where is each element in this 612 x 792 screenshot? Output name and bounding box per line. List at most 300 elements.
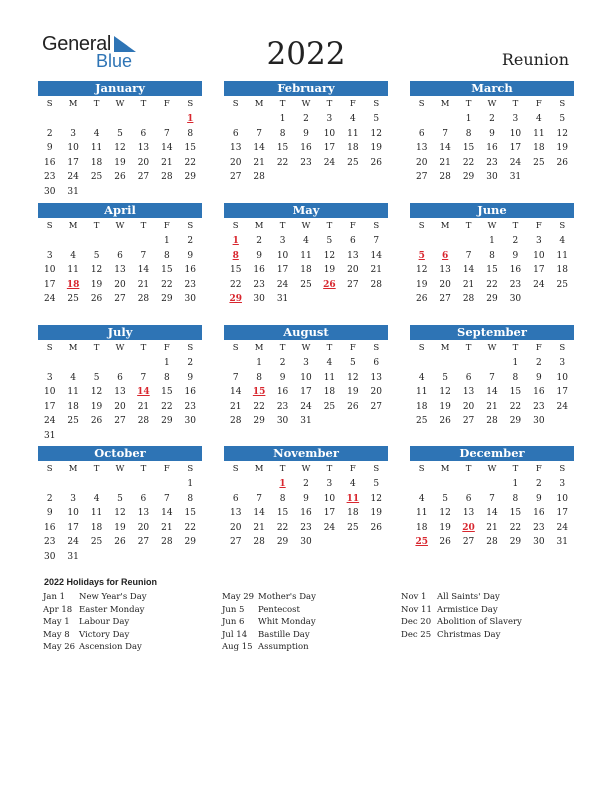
weekday-label: S bbox=[46, 464, 53, 474]
weekday-label: T bbox=[326, 99, 333, 109]
day-cell: 2 bbox=[303, 114, 309, 124]
week-row bbox=[224, 263, 388, 278]
day-cell: 28 bbox=[486, 416, 498, 427]
holidays-column bbox=[43, 591, 147, 654]
weekday-label: T bbox=[93, 221, 100, 231]
day-cell: 2 bbox=[187, 236, 194, 246]
day-cell: 16 bbox=[184, 387, 196, 398]
week-row bbox=[224, 170, 388, 185]
day-cell: 23 bbox=[533, 401, 545, 412]
holiday-name: Mother's Day bbox=[258, 592, 316, 602]
weekday-label: S bbox=[232, 99, 239, 109]
day-cell: 19 bbox=[439, 401, 451, 412]
week-row bbox=[224, 492, 388, 507]
week-row bbox=[38, 506, 202, 521]
weekday-label: M bbox=[254, 464, 264, 474]
week-row bbox=[224, 249, 388, 264]
day-cell: 4 bbox=[559, 236, 566, 246]
week-row bbox=[410, 477, 574, 492]
day-cell: 31 bbox=[67, 186, 79, 197]
day-cell: 5 bbox=[373, 114, 380, 124]
day-cell: 1 bbox=[163, 236, 170, 246]
day-cell: 21 bbox=[370, 265, 382, 276]
weekday-label: T bbox=[512, 221, 519, 231]
empty-cell bbox=[551, 170, 574, 185]
day-cell: 9 bbox=[303, 493, 309, 504]
day-cell: 2 bbox=[279, 358, 286, 368]
holiday-day: 29 bbox=[229, 294, 242, 305]
month-header: June bbox=[410, 203, 574, 218]
day-cell: 3 bbox=[326, 114, 333, 124]
day-cell: 28 bbox=[439, 172, 451, 183]
day-cell: 27 bbox=[415, 172, 428, 183]
page-title: 2022 bbox=[266, 36, 346, 72]
empty-cell bbox=[433, 234, 456, 249]
day-cell: 24 bbox=[323, 522, 336, 533]
day-cell: 29 bbox=[184, 172, 196, 183]
day-cell: 31 bbox=[276, 294, 289, 305]
empty-cell bbox=[318, 535, 341, 550]
weekday-label: S bbox=[46, 99, 53, 109]
day-cell: 10 bbox=[300, 372, 312, 383]
day-cell: 11 bbox=[347, 128, 359, 139]
day-cell: 1 bbox=[279, 114, 286, 124]
day-cell: 19 bbox=[90, 401, 103, 412]
empty-cell bbox=[179, 429, 202, 444]
weekday-label: S bbox=[232, 464, 239, 474]
holiday-row bbox=[222, 641, 316, 654]
day-cell: 25 bbox=[323, 401, 336, 412]
week-row bbox=[410, 278, 574, 293]
day-cell: 11 bbox=[323, 372, 336, 383]
day-cell: 3 bbox=[535, 236, 542, 246]
weekday-label: W bbox=[115, 99, 125, 109]
month-header: April bbox=[38, 203, 202, 218]
day-cell: 15 bbox=[276, 508, 289, 519]
month-february bbox=[224, 81, 388, 185]
day-cell: 8 bbox=[163, 250, 170, 261]
weekday-label: T bbox=[93, 343, 100, 353]
week-row bbox=[38, 234, 202, 249]
day-cell: 13 bbox=[137, 143, 150, 154]
day-cell: 7 bbox=[373, 236, 380, 246]
day-cell: 17 bbox=[67, 157, 79, 168]
weekday-row bbox=[224, 461, 388, 477]
day-cell: 29 bbox=[509, 537, 522, 548]
empty-cell bbox=[155, 477, 178, 492]
week-row bbox=[38, 292, 202, 307]
day-cell: 18 bbox=[90, 522, 103, 533]
week-row bbox=[38, 263, 202, 278]
week-row bbox=[38, 170, 202, 185]
empty-cell bbox=[155, 112, 178, 127]
day-cell: 30 bbox=[43, 186, 56, 197]
day-cell: 13 bbox=[114, 265, 126, 276]
week-row bbox=[38, 429, 202, 444]
holiday-name: Armistice Day bbox=[437, 604, 498, 615]
day-cell: 7 bbox=[140, 250, 147, 261]
day-cell: 20 bbox=[114, 279, 126, 290]
empty-cell bbox=[341, 535, 364, 550]
holiday-name: Abolition of Slavery bbox=[437, 617, 522, 628]
day-cell: 16 bbox=[184, 265, 196, 276]
weekday-label: W bbox=[301, 221, 311, 231]
day-cell: 28 bbox=[462, 294, 475, 305]
day-cell: 20 bbox=[462, 401, 475, 412]
holiday-day: 15 bbox=[252, 387, 266, 398]
holiday-name: Labour Day bbox=[79, 617, 130, 628]
weekday-label: S bbox=[418, 343, 425, 353]
day-cell: 3 bbox=[512, 114, 519, 124]
day-cell: 10 bbox=[556, 493, 568, 504]
day-cell: 27 bbox=[114, 294, 126, 305]
empty-cell bbox=[247, 112, 270, 127]
day-cell: 16 bbox=[486, 143, 498, 154]
day-cell: 12 bbox=[347, 372, 359, 383]
weekday-label: S bbox=[187, 221, 194, 231]
day-cell: 1 bbox=[256, 358, 262, 368]
day-cell: 8 bbox=[489, 250, 495, 261]
holiday-date: Jun 5 bbox=[222, 604, 245, 615]
holiday-row bbox=[43, 604, 147, 617]
day-cell: 12 bbox=[90, 387, 103, 398]
day-cell: 10 bbox=[533, 250, 545, 261]
empty-cell bbox=[480, 356, 503, 371]
day-cell: 11 bbox=[533, 128, 545, 139]
weekday-label: W bbox=[487, 464, 497, 474]
day-cell: 6 bbox=[349, 236, 356, 246]
day-cell: 27 bbox=[114, 416, 126, 427]
day-cell: 25 bbox=[533, 157, 545, 168]
empty-cell bbox=[85, 185, 108, 200]
day-cell: 23 bbox=[533, 522, 545, 533]
day-cell: 26 bbox=[439, 416, 451, 427]
day-cell: 16 bbox=[300, 143, 312, 154]
day-cell: 9 bbox=[187, 372, 194, 383]
day-cell: 2 bbox=[535, 479, 542, 489]
day-cell: 22 bbox=[161, 401, 173, 412]
holiday-row bbox=[43, 641, 147, 654]
month-november bbox=[224, 446, 388, 550]
day-cell: 15 bbox=[161, 265, 173, 276]
day-cell: 20 bbox=[229, 522, 242, 533]
day-cell: 16 bbox=[300, 508, 312, 519]
day-cell: 6 bbox=[232, 128, 239, 139]
country-name: Reunion bbox=[501, 50, 569, 69]
day-cell: 16 bbox=[43, 157, 56, 168]
day-cell: 13 bbox=[229, 508, 242, 519]
day-cell: 7 bbox=[489, 493, 495, 504]
day-cell: 18 bbox=[415, 522, 428, 533]
week-row bbox=[410, 371, 574, 386]
week-row bbox=[410, 249, 574, 264]
day-cell: 1 bbox=[163, 358, 170, 368]
week-row bbox=[224, 477, 388, 492]
empty-cell bbox=[38, 477, 61, 492]
month-october bbox=[38, 446, 202, 565]
day-cell: 4 bbox=[418, 493, 425, 504]
day-cell: 25 bbox=[67, 294, 79, 305]
month-april bbox=[38, 203, 202, 307]
empty-cell bbox=[480, 477, 503, 492]
empty-cell bbox=[527, 292, 550, 307]
day-cell: 29 bbox=[253, 416, 265, 427]
empty-cell bbox=[410, 477, 433, 492]
day-cell: 23 bbox=[300, 522, 312, 533]
day-cell: 19 bbox=[347, 387, 359, 398]
day-cell: 26 bbox=[415, 294, 428, 305]
day-cell: 27 bbox=[370, 401, 382, 412]
day-cell: 5 bbox=[93, 250, 100, 261]
day-cell: 6 bbox=[418, 128, 425, 139]
day-cell: 12 bbox=[439, 508, 451, 519]
day-cell: 21 bbox=[253, 522, 265, 533]
weekday-label: S bbox=[418, 99, 425, 109]
holiday-date: Dec 25 bbox=[401, 629, 432, 640]
day-cell: 14 bbox=[253, 508, 265, 519]
empty-cell bbox=[108, 112, 131, 127]
weekday-label: W bbox=[115, 464, 125, 474]
empty-cell bbox=[38, 112, 61, 127]
day-cell: 4 bbox=[535, 114, 542, 124]
day-cell: 12 bbox=[114, 508, 126, 519]
day-cell: 25 bbox=[300, 279, 312, 290]
weekday-label: T bbox=[93, 464, 100, 474]
day-cell: 17 bbox=[556, 387, 568, 398]
holiday-row bbox=[222, 629, 316, 642]
holiday-date: May 8 bbox=[43, 629, 70, 640]
day-cell: 19 bbox=[370, 508, 382, 519]
empty-cell bbox=[224, 112, 247, 127]
weekday-label: F bbox=[349, 343, 356, 353]
day-cell: 13 bbox=[137, 508, 150, 519]
day-cell: 27 bbox=[462, 416, 475, 427]
day-cell: 15 bbox=[509, 387, 522, 398]
day-cell: 5 bbox=[349, 358, 356, 368]
day-cell: 3 bbox=[303, 358, 309, 368]
empty-cell bbox=[410, 112, 433, 127]
day-cell: 5 bbox=[442, 372, 448, 383]
week-row bbox=[224, 414, 388, 429]
weekday-label: T bbox=[512, 343, 519, 353]
day-cell: 1 bbox=[512, 479, 519, 489]
day-cell: 30 bbox=[253, 294, 265, 305]
day-cell: 27 bbox=[229, 537, 242, 548]
week-row bbox=[410, 127, 574, 142]
day-cell: 13 bbox=[229, 143, 242, 154]
holiday-row bbox=[401, 616, 522, 629]
day-cell: 12 bbox=[556, 128, 568, 139]
day-cell: 6 bbox=[465, 372, 472, 383]
week-row bbox=[224, 521, 388, 536]
empty-cell bbox=[85, 356, 108, 371]
weekday-label: F bbox=[535, 99, 542, 109]
day-cell: 14 bbox=[462, 265, 475, 276]
weekday-label: S bbox=[373, 99, 380, 109]
day-cell: 16 bbox=[43, 522, 56, 533]
day-cell: 15 bbox=[276, 143, 289, 154]
weekday-label: W bbox=[115, 221, 125, 231]
weekday-label: T bbox=[326, 464, 333, 474]
day-cell: 13 bbox=[114, 387, 126, 398]
day-cell: 30 bbox=[184, 416, 196, 427]
holiday-date: Nov 1 bbox=[401, 592, 427, 602]
week-row bbox=[38, 521, 202, 536]
weekday-row bbox=[38, 218, 202, 234]
empty-cell bbox=[85, 234, 108, 249]
weekday-label: M bbox=[440, 464, 450, 474]
day-cell: 19 bbox=[439, 522, 451, 533]
week-row bbox=[38, 550, 202, 565]
month-header: December bbox=[410, 446, 574, 461]
day-cell: 24 bbox=[67, 172, 79, 183]
day-cell: 17 bbox=[556, 508, 568, 519]
empty-cell bbox=[341, 170, 364, 185]
weekday-label: F bbox=[163, 99, 170, 109]
week-row bbox=[38, 535, 202, 550]
day-cell: 26 bbox=[370, 157, 382, 168]
day-cell: 15 bbox=[229, 265, 242, 276]
weekday-label: M bbox=[254, 343, 264, 353]
day-cell: 20 bbox=[347, 265, 359, 276]
month-august bbox=[224, 325, 388, 429]
weekday-label: T bbox=[326, 221, 333, 231]
empty-cell bbox=[132, 550, 155, 565]
empty-cell bbox=[85, 477, 108, 492]
month-june bbox=[410, 203, 574, 307]
empty-cell bbox=[341, 292, 364, 307]
day-cell: 5 bbox=[559, 114, 566, 124]
day-cell: 6 bbox=[117, 250, 123, 261]
weekday-label: T bbox=[279, 221, 286, 231]
day-cell: 24 bbox=[300, 401, 312, 412]
holiday-day: 1 bbox=[187, 114, 194, 124]
day-cell: 18 bbox=[67, 401, 79, 412]
empty-cell bbox=[365, 292, 388, 307]
weekday-label: S bbox=[187, 343, 194, 353]
day-cell: 25 bbox=[67, 416, 79, 427]
day-cell: 27 bbox=[439, 294, 451, 305]
weekday-row bbox=[410, 340, 574, 356]
day-cell: 10 bbox=[43, 265, 56, 276]
empty-cell bbox=[433, 356, 456, 371]
weekday-label: T bbox=[140, 343, 147, 353]
month-march bbox=[410, 81, 574, 185]
day-cell: 2 bbox=[535, 358, 542, 368]
day-cell: 19 bbox=[90, 279, 103, 290]
weekday-label: M bbox=[254, 99, 264, 109]
weekday-label: W bbox=[487, 99, 497, 109]
empty-cell bbox=[132, 356, 155, 371]
holiday-row bbox=[43, 629, 147, 642]
holiday-day: 6 bbox=[442, 250, 449, 261]
day-cell: 23 bbox=[509, 279, 522, 290]
day-cell: 4 bbox=[349, 479, 356, 489]
empty-cell bbox=[108, 429, 131, 444]
empty-cell bbox=[224, 356, 247, 371]
day-cell: 15 bbox=[184, 508, 196, 519]
day-cell: 18 bbox=[533, 143, 545, 154]
day-cell: 23 bbox=[184, 401, 196, 412]
day-cell: 9 bbox=[535, 493, 542, 504]
week-row bbox=[224, 385, 388, 400]
holiday-name: Victory Day bbox=[79, 629, 130, 640]
weekday-label: S bbox=[232, 221, 239, 231]
day-cell: 9 bbox=[303, 128, 309, 139]
weekday-label: W bbox=[301, 99, 311, 109]
day-cell: 3 bbox=[559, 358, 566, 368]
month-december bbox=[410, 446, 574, 550]
day-cell: 17 bbox=[533, 265, 545, 276]
weekday-row bbox=[38, 461, 202, 477]
weekday-label: M bbox=[440, 343, 450, 353]
weekday-label: F bbox=[535, 464, 542, 474]
day-cell: 27 bbox=[137, 537, 150, 548]
day-cell: 26 bbox=[347, 401, 359, 412]
weekday-label: S bbox=[187, 99, 194, 109]
day-cell: 25 bbox=[347, 157, 359, 168]
day-cell: 16 bbox=[533, 387, 545, 398]
day-cell: 29 bbox=[161, 416, 173, 427]
day-cell: 6 bbox=[373, 358, 380, 368]
day-cell: 19 bbox=[370, 143, 382, 154]
day-cell: 12 bbox=[90, 265, 103, 276]
weekday-label: M bbox=[68, 221, 78, 231]
week-row bbox=[224, 112, 388, 127]
weekday-label: S bbox=[373, 464, 380, 474]
day-cell: 25 bbox=[556, 279, 568, 290]
week-row bbox=[224, 400, 388, 415]
day-cell: 30 bbox=[486, 172, 498, 183]
day-cell: 17 bbox=[43, 401, 56, 412]
weekday-label: S bbox=[187, 464, 194, 474]
day-cell: 26 bbox=[439, 537, 451, 548]
day-cell: 22 bbox=[276, 522, 289, 533]
holiday-date: Jun 6 bbox=[222, 617, 245, 628]
weekday-label: T bbox=[465, 343, 472, 353]
day-cell: 22 bbox=[509, 401, 522, 412]
week-row bbox=[410, 263, 574, 278]
empty-cell bbox=[551, 292, 574, 307]
day-cell: 25 bbox=[415, 416, 428, 427]
day-cell: 14 bbox=[486, 508, 498, 519]
day-cell: 21 bbox=[161, 157, 173, 168]
empty-cell bbox=[318, 170, 341, 185]
empty-cell bbox=[132, 234, 155, 249]
day-cell: 2 bbox=[187, 358, 194, 368]
weekday-label: S bbox=[559, 464, 566, 474]
day-cell: 24 bbox=[43, 294, 56, 305]
day-cell: 6 bbox=[465, 493, 472, 504]
day-cell: 15 bbox=[486, 265, 498, 276]
month-september bbox=[410, 325, 574, 429]
day-cell: 22 bbox=[276, 157, 289, 168]
empty-cell bbox=[271, 170, 294, 185]
day-cell: 22 bbox=[253, 401, 265, 412]
day-cell: 7 bbox=[232, 372, 239, 383]
weekday-label: F bbox=[349, 99, 356, 109]
day-cell: 11 bbox=[90, 508, 103, 519]
day-cell: 14 bbox=[253, 143, 265, 154]
empty-cell bbox=[85, 550, 108, 565]
week-row bbox=[224, 156, 388, 171]
holiday-row bbox=[222, 616, 316, 629]
holiday-day: 5 bbox=[418, 250, 425, 261]
day-cell: 27 bbox=[347, 279, 359, 290]
weekday-label: S bbox=[418, 464, 425, 474]
day-cell: 2 bbox=[303, 479, 309, 489]
empty-cell bbox=[365, 535, 388, 550]
